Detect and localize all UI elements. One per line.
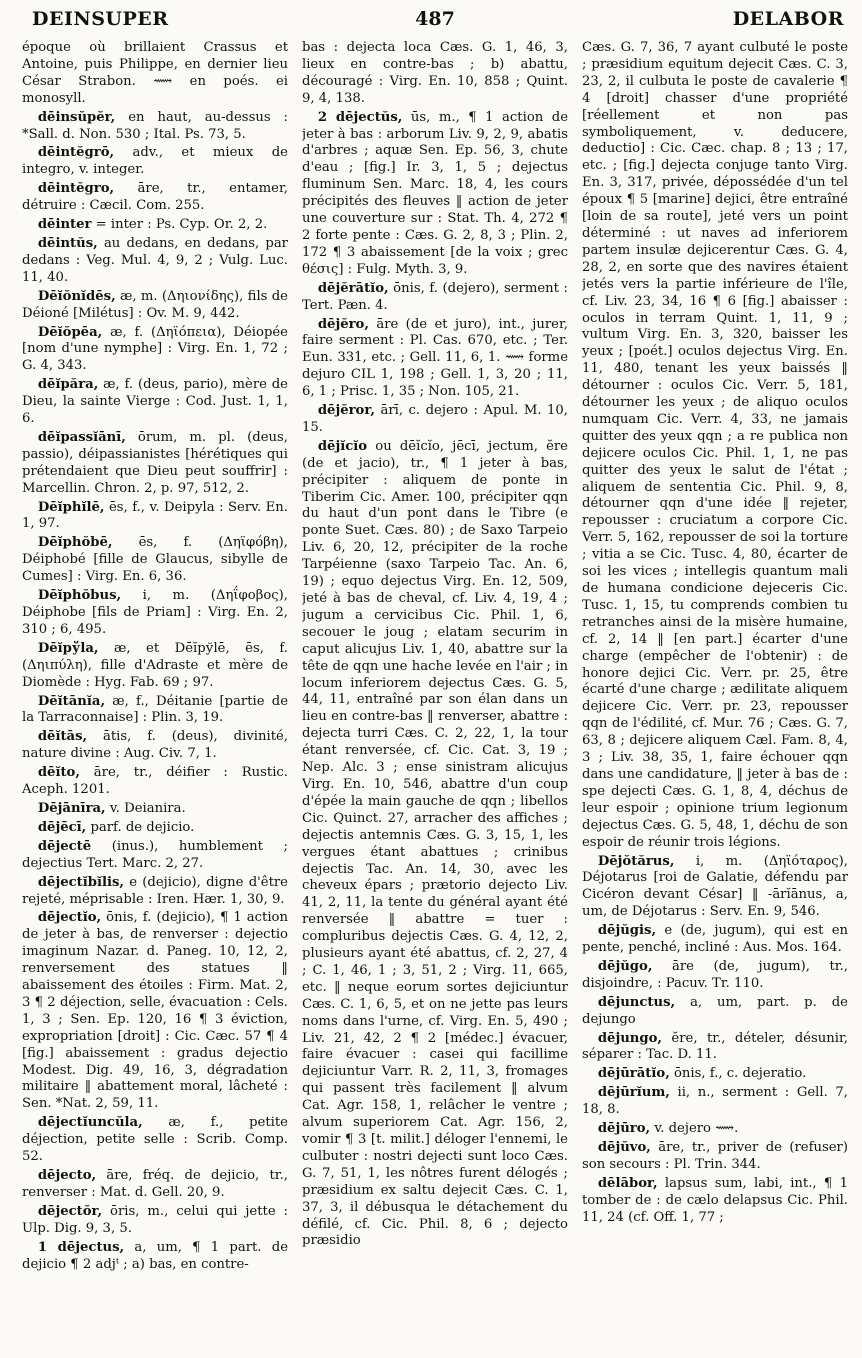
entry-definition: e (dejicio), digne d'être rejeté, méprisable : Iren. Hær. 1, 30, 9. (22, 874, 288, 907)
entry-definition: v. Deianira. (109, 800, 186, 816)
entry-definition: ēs, f., v. Deipyla : Serv. En. 1, 97. (22, 499, 288, 532)
dictionary-entry (22, 910, 288, 1113)
dictionary-entry (22, 377, 288, 428)
entry-definition: āre, fréq. de dejicio, tr., renverser : Mat. d. Gell. 20, 9. (22, 1168, 288, 1200)
entry-headword: 2 dējectŭs, (317, 109, 403, 125)
entry-headword: dējectē (37, 838, 92, 854)
running-header (22, 6, 848, 40)
dictionary-entry (302, 281, 568, 315)
dictionary-entry (582, 1066, 848, 1083)
dictionary-entry (22, 765, 288, 799)
entry-headword: dējunctus, (597, 994, 676, 1010)
dictionary-entry (22, 1115, 288, 1166)
dictionary-entry (302, 40, 568, 108)
entry-definition: (inus.), humblement ; dejectius Tert. Marc. 2, 27. (22, 838, 288, 871)
dictionary-entry (22, 1168, 288, 1202)
entry-headword: dējūro, (597, 1121, 651, 1137)
entry-headword: Dēĭtānĭa, (37, 693, 106, 709)
entry-definition: āre (de et juro), int., jurer, faire serment : Pl. Cas. 670, etc. ; Ter. Eun. 331, etc. ; Gell. 11, 6, 1. ⟿ forme dejuro CIL 1, 198 ; Gell. 1, 3, 20 ; 11, 6, 1 ; Prisc. 1, 35 ; Non. 105, 21. (302, 316, 568, 400)
entry-headword: dējēcī, (37, 819, 87, 835)
entry-headword: dējŭvo, (597, 1140, 651, 1155)
dictionary-entry (22, 641, 288, 692)
dictionary-entry (582, 959, 848, 993)
entry-headword: dēinter (37, 217, 92, 233)
dictionary-entry (22, 236, 288, 287)
dictionary-entry (22, 820, 288, 837)
entry-headword: Dēĭŏnĭdēs, (37, 288, 116, 304)
entry-definition: ōnis, f., c. dejeratio. (673, 1066, 807, 1082)
entry-headword: dēintŭs, (37, 235, 98, 251)
dictionary-entry (22, 325, 288, 376)
entry-definition: i, m. (Δηϊόταρος), Déjotarus [roi de Galatie, défendu par Cicéron devant César] ‖ -ārĭānus, a, um, de Déjotarus : Serv. En. 9, 546. (582, 853, 848, 920)
entry-definition: a, um, ¶ 1 part. de dejicio ¶ 2 adjᵗ ; a) bas, en contre- (22, 1239, 288, 1272)
entry-definition: bas : dejecta loca Cæs. G. 1, 46, 3, lieux en contre-bas ; b) abattu, découragé : Virg. En. 10, 858 ; Quint. 9, 4, 138. (302, 40, 568, 106)
dictionary-entry (582, 1176, 848, 1227)
dictionary-entry (582, 995, 848, 1029)
dictionary-entry (22, 588, 288, 639)
entry-headword: dēĭto, (37, 765, 80, 781)
dictionary-entry (302, 403, 568, 437)
column-2 (302, 40, 568, 1350)
entry-headword: Dēĭphŏbē, (37, 535, 113, 551)
entry-headword: dējĕror, (317, 403, 375, 419)
dictionary-entry (22, 875, 288, 909)
dictionary-entry (582, 40, 848, 852)
columns (22, 40, 848, 1350)
entry-headword: Dēĭpўla, (37, 640, 99, 656)
entry-headword: dēintĕgrō, (37, 145, 115, 161)
entry-headword: dējŭgo, (597, 958, 653, 974)
entry-definition: æ, m. (Δηιονίδης), fils de Déioné [Milétus] : Ov. M. 9, 442. (22, 288, 288, 321)
entry-definition: æ, f., petite déjection, petite selle : Scrib. Comp. 52. (22, 1115, 288, 1165)
entry-headword: Dējānīra, (37, 800, 106, 816)
entry-headword: dēĭpăra, (37, 377, 99, 393)
entry-headword: Dēĭphŏbus, (37, 588, 122, 604)
entry-headword: Dēĭphĭlē, (37, 499, 105, 515)
entry-headword: dējĕrātĭo, (317, 280, 389, 296)
entry-definition: i, m. (Δηΐφοβος), Déiphobe [fils de Priam] : Virg. En. 2, 310 ; 6, 495. (22, 588, 288, 637)
entry-definition: en haut, au-dessus : *Sall. d. Non. 530 ; Ital. Ps. 73, 5. (22, 109, 288, 142)
entry-definition: ōnis, f. (dejicio), ¶ 1 action de jeter à bas, de renverser : dejectio imaginum Nazar. d. Paneg. 10, 12, 2, renversement des statues ‖ abaissement des étoiles : Firm. Mat. 2, 3 ¶ 2 déjection, selle, évacuation : Cels. 1, 3 ; Sen. Ep. 120, 16 ¶ 3 éviction, expropriation [droit] : Cic. Cæc. 57 ¶ 4 [fig.] abaissement : gradus dejectio Modest. Dig. 49, 16, 3, dégradation militaire ‖ abattement moral, lâcheté : Sen. *Nat. 2, 59, 11. (22, 910, 288, 1112)
column-3 (582, 40, 848, 1350)
dictionary-entry (302, 317, 568, 402)
entry-definition: Cæs. G. 7, 36, 7 ayant culbuté le poste ; præsidium equitum dejecit Cæs. C. 3, 23, 2, il culbuta le poste de cavalerie ¶ 4 [droit] chasser d'une propriété [réellement et non pas symboliquement, v. deducere, deductio] : Cic. Cæc. chap. 8 ; 13 ; 17, etc. ; [fig.] dejecta conjuge tanto Virg. En. 3, 317, privée, dépossédée d'un tel époux ¶ 5 [marine] dejici, être entraîné [loin de sa route], jeté vers un point déterminé : ut naves ad inferiorem partem insulæ dejicerentur Cæs. G. 4, 28, 2, en sorte que des navires étaient jetés vers la partie inférieure de l'île, cf. Liv. 23, 34, 16 ¶ 6 [fig.] abaisser : oculos in terram Quint. 1, 11, 9 ; vultum Virg. En. 3, 320, baisser les yeux ; [poét.] oculos dejectus Virg. En. 11, 480, tenant les yeux baissés ‖ détourner : oculos Cic. Verr. 5, 181, détourner les yeux ; de aliquo oculos numquam Cic. Verr. 4, 33, ne jamais quitter des yeux qqn ; a re publica non dejicere oculos Cic. Phil. 1, 1, ne pas quitter des yeux le salut de l'état ; aliquem de sententia Cic. Phil. 9, 8, détourner qqn d'une idée ‖ rejeter, repousser : cruciatum a corpore Cic. Verr. 5, 162, repousser de soi la torture ; vitia a se Cic. Tusc. 4, 80, écarter de soi les vices ; intellegis quantum mali de humana condicione dejeceris Cic. Tusc. 1, 15, tu comprends combien tu retranches ainsi de la misère humaine, cf. 2, 14 ‖ [en part.] écarter d'une charge (empêcher de l'obtenir) : de honore dejici Cic. Verr. pr. 25, être écarté d'une charge ; ædilitate aliquem dejicere Cic. Verr. pr. 23, repousser qqn de l'édilité, cf. Mur. 76 ; Cæs. G. 7, 63, 8 ; dejicere aliquem Cæl. Fam. 8, 4, 3 ; Liv. 38, 35, 1, faire échouer qqn dans une candidature, ‖ jeter à bas de : spe dejecti Cæs. G. 1, 8, 4, déchus de leur espoir ; opinione trium legionum dejectus Cæs. G. 5, 48, 1, déchu de son espoir de réunir trois légions. (582, 40, 848, 850)
dictionary-entry (22, 839, 288, 873)
entry-definition: ōnis, f. (dejero), serment : Tert. Pæn. 4. (302, 280, 568, 313)
entry-definition: ōris, m., celui qui jette : Ulp. Dig. 9, 3, 5. (22, 1203, 288, 1236)
entry-definition: lapsus sum, labi, int., ¶ 1 tomber de : de cælo delapsus Cic. Phil. 11, 24 (cf. Off. 1, 77 ; (582, 1175, 848, 1225)
dictionary-entry (22, 181, 288, 215)
entry-definition: æ, et Dēĭpўlē, ēs, f. (Δηιπύλη), fille d'Adraste et mère de Diomède : Hyg. Fab. 69 ; 97. (22, 640, 288, 690)
entry-headword: dējūrĭum, (597, 1085, 670, 1101)
entry-definition: āre, tr., priver de (refuser) son secours : Pl. Trin. 344. (582, 1140, 848, 1172)
entry-definition: æ, f., Déitanie [partie de la Tarraconnaise] : Plin. 3, 19. (22, 693, 288, 726)
entry-definition: ĕre, tr., dételer, désunir, séparer : Tac. D. 11. (582, 1030, 848, 1063)
dictionary-entry (582, 923, 848, 957)
dictionary-entry (22, 217, 288, 234)
dictionary-entry (22, 500, 288, 534)
entry-headword: Dējŏtărus, (597, 853, 675, 869)
entry-headword: dēlābor, (597, 1175, 658, 1191)
dictionary-entry (582, 854, 848, 922)
page-number: 487 (415, 8, 455, 30)
entry-definition: ārī, c. dejero : Apul. M. 10, 15. (302, 403, 568, 435)
entry-definition: æ, f. (deus, pario), mère de Dieu, la sainte Vierge : Cod. Just. 1, 1, 6. (22, 377, 288, 427)
entry-headword: dēĭtās, (37, 729, 88, 745)
entry-headword: dēĭpassĭānī, (37, 429, 126, 445)
dictionary-entry (302, 110, 568, 279)
entry-definition: ōrum, m. pl. (deus, passio), déipassianistes [hérétiques qui prétendaient que Dieu peut souffrir] : Marcellin. Chron. 2, p. 97, 512, 2. (22, 429, 288, 496)
entry-definition: āre, tr., déifier : Rustic. Aceph. 1201. (22, 765, 288, 798)
entry-definition: āre, tr., entamer, détruire : Cæcil. Com. 255. (22, 181, 288, 214)
entry-definition: ēs, f. (Δηϊφόβη), Déiphobé [fille de Glaucus, sibylle de Cumes] : Virg. En. 6, 36. (22, 535, 288, 585)
dictionary-entry (22, 1240, 288, 1274)
entry-headword: 1 dējectus, (37, 1239, 125, 1255)
entry-headword: dējectĭuncŭla, (37, 1115, 143, 1131)
dictionary-entry (22, 801, 288, 818)
entry-definition: ūs, m., ¶ 1 action de jeter à bas : arborum Liv. 9, 2, 9, abatis d'arbres ; aquæ Sen. Ep. 56, 3, chute d'eau ; [fig.] Ir. 3, 1, 5 ; dejectus fluminum Sen. Marc. 18, 4, les cours précipités des fleuves ‖ action de jeter une couverture sur : Stat. Th. 4, 272 ¶ 2 forte pente : Cæs. G. 2, 8, 3 ; Plin. 2, 172 ¶ 3 abaissement [de la voix ; grec θέσις] : Fulg. Myth. 3, 9. (302, 109, 568, 277)
dictionary-entry (582, 1140, 848, 1174)
dictionary-entry (22, 289, 288, 323)
entry-headword: dējectĭbĭlis, (37, 874, 124, 890)
entry-definition: ii, n., serment : Gell. 7, 18, 8. (582, 1085, 848, 1118)
entry-headword: dējŭgis, (597, 923, 657, 939)
entry-definition: parf. de dejicio. (90, 819, 195, 835)
entry-headword: Dēĭŏpēa, (37, 324, 103, 340)
dictionary-entry (22, 145, 288, 179)
entry-headword: dēinsŭpĕr, (37, 109, 116, 125)
entry-headword: dējĕro, (317, 316, 369, 332)
header-right-guideword: DELABOR (732, 8, 844, 30)
entry-definition: a, um, part. p. de dejungo (582, 994, 848, 1027)
dictionary-entry (22, 40, 288, 108)
entry-definition: ātis, f. (deus), divinité, nature divine : Aug. Civ. 7, 1. (22, 729, 288, 762)
dictionary-entry (22, 694, 288, 728)
entry-definition: æ, f. (Δηϊόπεια), Déiopée [nom d'une nymphe] : Virg. En. 1, 72 ; G. 4, 343. (22, 324, 288, 374)
entry-definition: āre (de, jugum), tr., disjoindre, : Pacuv. Tr. 110. (582, 958, 848, 991)
entry-headword: dēintĕgro, (37, 181, 115, 197)
column-1 (22, 40, 288, 1350)
dictionary-entry (582, 1031, 848, 1065)
entry-definition: v. dejero ⟿. (654, 1121, 739, 1137)
dictionary-entry (22, 1204, 288, 1238)
dictionary-entry (582, 1121, 848, 1138)
dictionary-entry (22, 535, 288, 586)
entry-headword: dējecto, (37, 1168, 97, 1183)
entry-definition: = inter : Ps. Cyp. Or. 2, 2. (95, 217, 268, 233)
entry-headword: dējectĭo, (37, 910, 102, 926)
entry-headword: dējĭcĭo (317, 438, 368, 454)
entry-definition: époque où brillaient Crassus et Antoine, puis Philippe, en dernier lieu César Strabon. ⟿ en poés. ei monosyll. (22, 40, 288, 106)
entry-definition: ou dēĭcĭo, jēcī, jectum, ĕre (de et jacio), tr., ¶ 1 jeter à bas, précipiter : aliquem de ponte in Tiberim Cic. Amer. 100, précipiter qqn du haut d'un pont dans le Tibre (e ponte Suet. Cæs. 80) ; de Saxo Tarpeio Liv. 6, 20, 12, précipiter de la roche Tarpéienne (saxo Tarpeio Tac. An. 6, 19) ; equo dejectus Virg. En. 12, 509, jeté à bas de cheval, cf. Liv. 4, 19, 4 ; jugum a cervicibus Cic. Phil. 1, 6, secouer le joug ; elatam securim in caput alicujus Liv. 1, 40, abattre sur la tête de qqn une hache levée en l'air ; in locum inferiorem dejectus Cæs. G. 5, 44, 11, entraîné par son élan dans un lieu en contre-bas ‖ renverser, abattre : dejecta turri Cæs. C. 2, 22, 1, la tour étant renversée, cf. Cic. Cat. 3, 19 ; Nep. Alc. 3 ; ense sinistram alicujus Virg. En. 10, 546, abattre d'un coup d'épée la main gauche de qqn ; libellos Cic. Quinct. 27, arracher des affiches ; dejectis antemnis Cæs. G. 3, 15, 1, les vergues étant abattues ; crinibus dejectis Tac. An. 14, 30, avec les cheveux épars ; prætorio dejecto Liv. 41, 2, 11, la tente du général ayant été renversée ‖ abattre = tuer : compluribus dejectis Cæs. G. 4, 12, 2, plusieurs ayant été abattus, cf. 2, 27, 4 ; C. 1, 46, 1 ; 3, 51, 2 ; Virg. 11, 665, etc. ‖ neque eorum sortes dejiciuntur Cæs. C. 1, 6, 5, et on ne jette pas leurs noms dans l'urne, cf. Virg. En. 5, 490 ; Liv. 21, 42, 2 ¶ 2 [médec.] évacuer, faire évacuer : casei qui facillime dejiciuntur Varr. R. 2, 11, 3, fromages qui passent très facilement ‖ alvum Cat. Agr. 158, 1, relâcher le ventre ; alvum superiorem Cat. Agr. 156, 2, vomir ¶ 3 [t. milit.] déloger l'ennemi, le culbuter : nostri dejecti sunt loco Cæs. G. 7, 51, 1, les nôtres furent délogés ; præsidium ex saltu dejecit Cæs. C. 1, 37, 3, il débusqua le détachement du défilé, cf. Cic. Phil. 8, 6 ; dejecto præsidio (302, 438, 568, 1249)
dictionary-entry (22, 430, 288, 498)
header-left-guideword: DEINSUPER (32, 8, 169, 30)
entry-definition: au dedans, en dedans, par dedans : Veg. Mul. 4, 9, 2 ; Vulg. Luc. 11, 40. (22, 235, 288, 285)
entry-headword: dējectŏr, (37, 1203, 103, 1219)
dictionary-entry (22, 110, 288, 144)
entry-definition: e (de, jugum), qui est en pente, penché, incliné : Aus. Mos. 164. (582, 923, 848, 956)
entry-headword: dējungo, (597, 1030, 662, 1046)
entry-headword: dējūrātĭo, (597, 1066, 670, 1082)
dictionary-entry (582, 1085, 848, 1119)
dictionary-entry (22, 729, 288, 763)
dictionary-entry (302, 439, 568, 1251)
entry-definition: adv., et mieux de integro, v. integer. (22, 145, 288, 178)
